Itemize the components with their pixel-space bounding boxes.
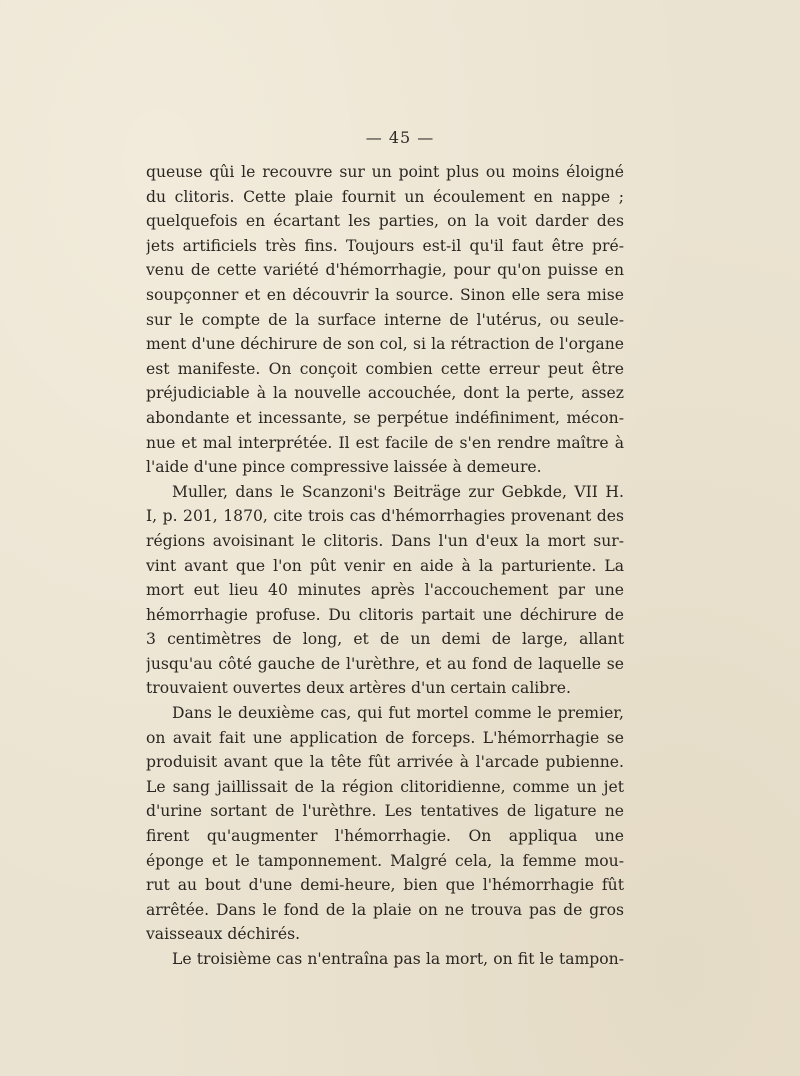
text-line: jusqu'au côté gauche de l'urèthre, et au fond de laquelle se [146, 654, 624, 673]
text-line: firent qu'augmenter l'hémorrhagie. On appliqua une [146, 827, 624, 846]
text-line: sur le compte de la surface interne de l'utérus, ou seule- [146, 310, 624, 329]
text-line: soupçonner et en découvrir la source. Sinon elle sera mise [146, 285, 624, 304]
text-line: I, p. 201, 1870, cite trois cas d'hémorrhagies provenant des [146, 507, 624, 526]
text-line: hémorrhagie profuse. Du clitoris partait une déchirure de [146, 605, 624, 624]
text-line: l'aide d'une pince compressive laissée à demeure. [146, 458, 542, 477]
text-line: rut au bout d'une demi-heure, bien que l'hémorrhagie fût [146, 876, 624, 895]
text-line: nue et mal interprétée. Il est facile de s'en rendre maître à [146, 433, 624, 452]
text-line: Le sang jaillissait de la région clitoridienne, comme un jet [146, 777, 624, 796]
text-line: venu de cette variété d'hémorrhagie, pour qu'on puisse en [146, 261, 624, 280]
body-text [146, 160, 624, 972]
text-line: quelquefois en écartant les parties, on la voit darder des [146, 212, 624, 231]
text-line: d'urine sortant de l'urèthre. Les tentatives de ligature ne [146, 802, 624, 821]
text-line: vaisseaux déchirés. [146, 925, 301, 944]
text-line: arrêtée. Dans le fond de la plaie on ne trouva pas de gros [146, 900, 624, 919]
text-line: vint avant que l'on pût venir en aide à la parturiente. La [146, 556, 624, 575]
text-line: préjudiciable à la nouvelle accouchée, dont la perte, assez [146, 384, 624, 403]
page-number: — 45 — [365, 128, 435, 147]
text-line: on avait fait une application de forceps. L'hémorrhagie se [146, 728, 624, 747]
text-line: est manifeste. On conçoit combien cette erreur peut être [146, 359, 624, 378]
text-line: queuse qûi le recouvre sur un point plus ou moins éloigné [146, 163, 624, 181]
text-line: éponge et le tamponnement. Malgré cela, la femme mou- [146, 851, 624, 870]
text-line: du clitoris. Cette plaie fournit un écoulement en nappe ; [146, 187, 624, 206]
text-line: Dans le deuxième cas, qui fut mortel comme le premier, [172, 704, 624, 723]
text-line: produisit avant que la tête fût arrivée à l'arcade pubienne. [146, 753, 624, 772]
text-line: abondante et incessante, se perpétue indéfiniment, mécon- [146, 408, 624, 427]
text-line: Muller, dans le Scanzoni's Beiträge zur Gebkde, VII H. [172, 482, 624, 501]
text-line: trouvaient ouvertes deux artères d'un certain calibre. [146, 679, 571, 698]
text-line: 3 centimètres de long, et de un demi de large, allant [146, 630, 624, 649]
text-line: Le troisième cas n'entraîna pas la mort, on fit le tampon- [172, 950, 624, 968]
text-line: ment d'une déchirure de son col, si la rétraction de l'organe [146, 335, 624, 354]
text-line: régions avoisinant le clitoris. Dans l'un d'eux la mort sur- [146, 531, 624, 550]
text-line: mort eut lieu 40 minutes après l'accouchement par une [146, 581, 624, 600]
text-line: jets artificiels très fins. Toujours est-il qu'il faut être pré- [146, 236, 624, 255]
